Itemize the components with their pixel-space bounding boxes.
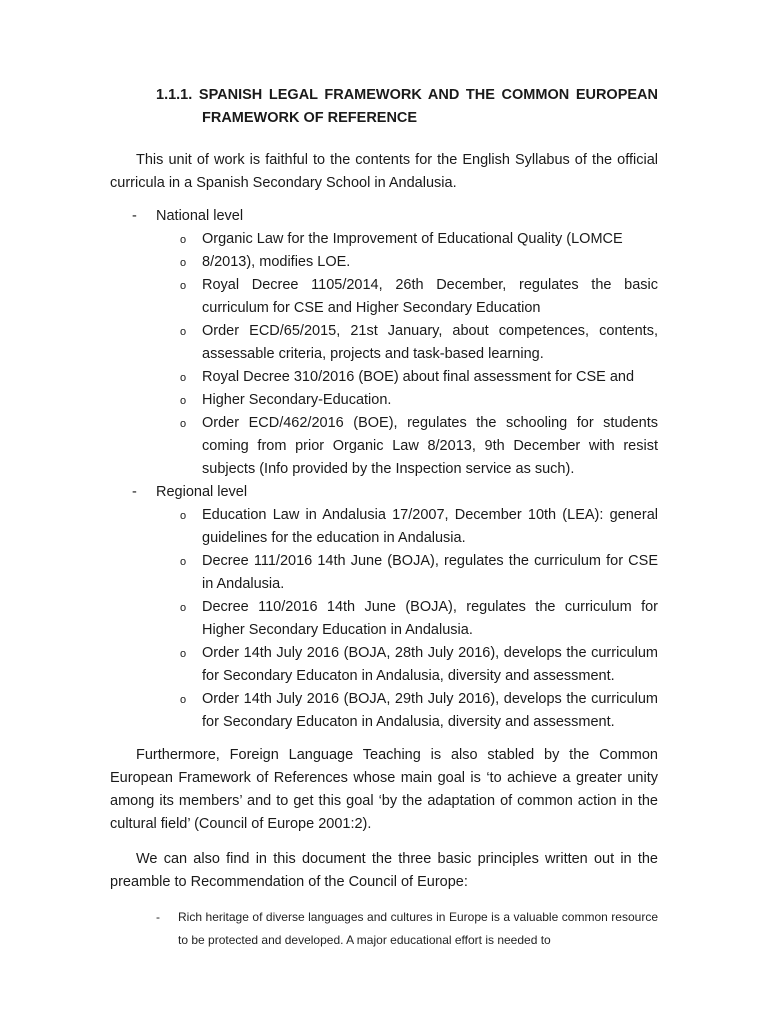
list-item: o 8/2013), modifies LOE. [110,251,658,274]
bullet-icon: o [180,257,187,269]
heading-line-1: 1.1.1. SPANISH LEGAL FRAMEWORK AND THE COMMON EUROPEAN [156,87,658,103]
heading-line-2: FRAMEWORK OF REFERENCE [202,110,418,126]
bullet-icon: o [180,326,187,338]
bullet-icon: o [180,602,187,614]
bullet-icon: o [180,510,187,522]
level-dash: - [132,208,137,224]
national-level [110,205,658,228]
bullet-icon: o [180,395,187,407]
bullet-icon: o [180,234,187,246]
bullet-icon: o [180,648,187,660]
list-item: o Organic Law for the Improvement of Educational Quality (LOMCE [110,228,658,251]
bullet-icon: o [180,372,187,384]
national-level-list [110,228,658,481]
bullet-icon: o [180,556,187,568]
section-heading [156,84,658,130]
list-item: o Decree 110/2016 14th June (BOJA), regulates the curriculum for Higher Secondary Education in Andalusia. [180,599,658,638]
list-item: o Education Law in Andalusia 17/2007, December 10th (LEA): general guidelines for the education in Andalusia. [180,507,658,546]
bullet-icon: o [180,280,187,292]
list-item: o Order 14th July 2016 (BOJA, 28th July 2016), develops the curriculum for Secondary Educaton in Andalusia, diversity and assessment. [180,645,658,684]
principle-dash: - [156,910,160,924]
level-dash: - [132,484,137,500]
regional-level-label: Regional level [156,484,248,500]
principles-intro-paragraph: We can also find in this document the three basic principles written out in the preamble to Recommendation of the Council of Europe: [110,851,658,890]
furthermore-paragraph: Furthermore, Foreign Language Teaching is also stabled by the Common European Framework of References whose main goal is ‘to achieve a greater unity among its members’ and to get this goal ‘by the adaptation of common action in the cultural field’ (Council of Europe 2001:2). [110,747,658,832]
legal-levels [110,205,658,734]
list-item: o Royal Decree 1105/2014, 26th December, regulates the basic curriculum for CSE and Higher Secondary Education [180,277,658,316]
list-item: o Order 14th July 2016 (BOJA, 29th July 2016), develops the curriculum for Secondary Educaton in Andalusia, diversity and assessment. [180,691,658,730]
regional-level [110,481,658,504]
list-item: o Order ECD/462/2016 (BOE), regulates the schooling for students coming from prior Organic Law 8/2013, 9th December with resist subjects (Info provided by the Inspection service as such). [180,415,658,477]
list-item: o Order ECD/65/2015, 21st January, about competences, contents, assessable criteria, projects and task-based learning. [180,323,658,362]
list-item: o Decree 111/2016 14th June (BOJA), regulates the curriculum for CSE in Andalusia. [180,553,658,592]
bullet-icon: o [180,418,187,430]
intro-paragraph: This unit of work is faithful to the contents for the English Syllabus of the official curricula in a Spanish Secondary School in Andalusia. [110,152,658,191]
list-item: - Rich heritage of diverse languages and cultures in Europe is a valuable common resource to be protected and developed. A major educational effort is needed to [110,906,658,952]
list-item: o Higher Secondary-Education. [110,389,658,412]
page-body [110,84,658,952]
national-level-label: National level [156,208,244,224]
principles-list [110,906,658,952]
regional-level-list [110,504,658,734]
bullet-icon: o [180,694,187,706]
list-item: o Royal Decree 310/2016 (BOE) about final assessment for CSE and [110,366,658,389]
